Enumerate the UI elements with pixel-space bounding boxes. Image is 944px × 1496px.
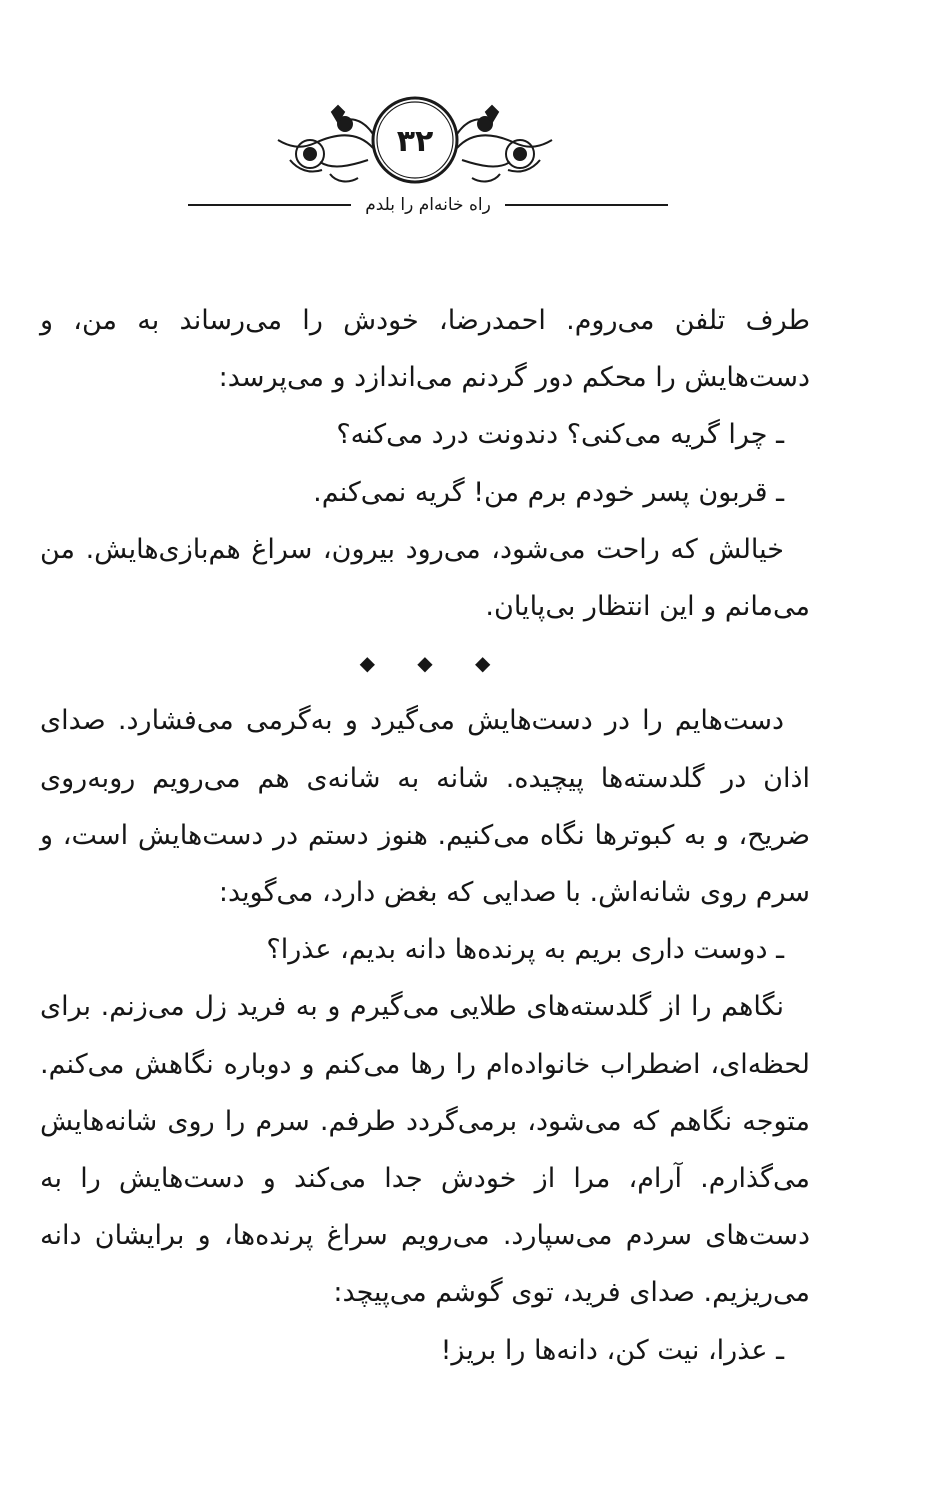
body-text [40, 292, 810, 1379]
dialogue-line: ـ چرا گریه می‌کنی؟ دندونت درد می‌کنه؟ [336, 419, 784, 451]
page-header [0, 0, 944, 240]
running-head: راه خانه‌ام را بلدم [365, 195, 491, 215]
paragraph: طرف تلفن می‌روم. احمدرضا، خودش را می‌رساند به من، و دست‌هایش را محکم دور گردنم می‌اندازد و می‌پرسد: [40, 305, 810, 394]
paragraph: خیالش که راحت می‌شود، می‌رود بیرون، سراغ هم‌بازی‌هایش. من می‌مانم و این انتظار بی‌پایان. [40, 533, 810, 623]
paragraph: نگاهم را از گلدسته‌های طلایی می‌گیرم و به فرید زل می‌زنم. برای لحظه‌ای، اضطراب خانواده‌ام را رها می‌کنم و دوباره نگاهش می‌کنم. متوجه نگاهم که می‌شود، برمی‌گردد طرفم. سرم را روی شانه‌هایش می‌گذارم. آرام، مرا از خودش جدا می‌کند و دست‌هایش را به دست‌های سردم می‌سپارد. می‌رویم سراغ پرنده‌ها، و برایشان دانه می‌ریزیم. صدای فرید، توی گوشم می‌پیچد: [40, 991, 810, 1309]
paragraph: دست‌هایم را در دست‌هایش می‌گیرد و به‌گرمی می‌فشارد. صدای اذان در گلدسته‌ها پیچیده. شانه به شانه‌ی هم می‌رویم روبه‌روی ضریح، و به کبوترها نگاه می‌کنیم. هنوز دستم در دست‌هایش است، و سرم روی شانه‌اش. با صدایی که بغض دارد، می‌گوید: [40, 705, 810, 909]
dialogue-line: ـ دوست داری بریم به پرنده‌ها دانه بدیم، عذرا؟ [266, 934, 784, 966]
running-head-row [188, 190, 668, 220]
dialogue-line: ـ قربون پسر خودم برم من! گریه نمی‌کنم. [313, 476, 784, 508]
header-rule-left [188, 204, 351, 206]
header-rule-right [505, 204, 668, 206]
page-number: ۳۲ [396, 124, 434, 159]
section-separator: ◆ ◆ ◆ [359, 651, 509, 676]
dialogue-line: ـ عذرا، نیت کن، دانه‌ها را بریز! [440, 1334, 784, 1366]
